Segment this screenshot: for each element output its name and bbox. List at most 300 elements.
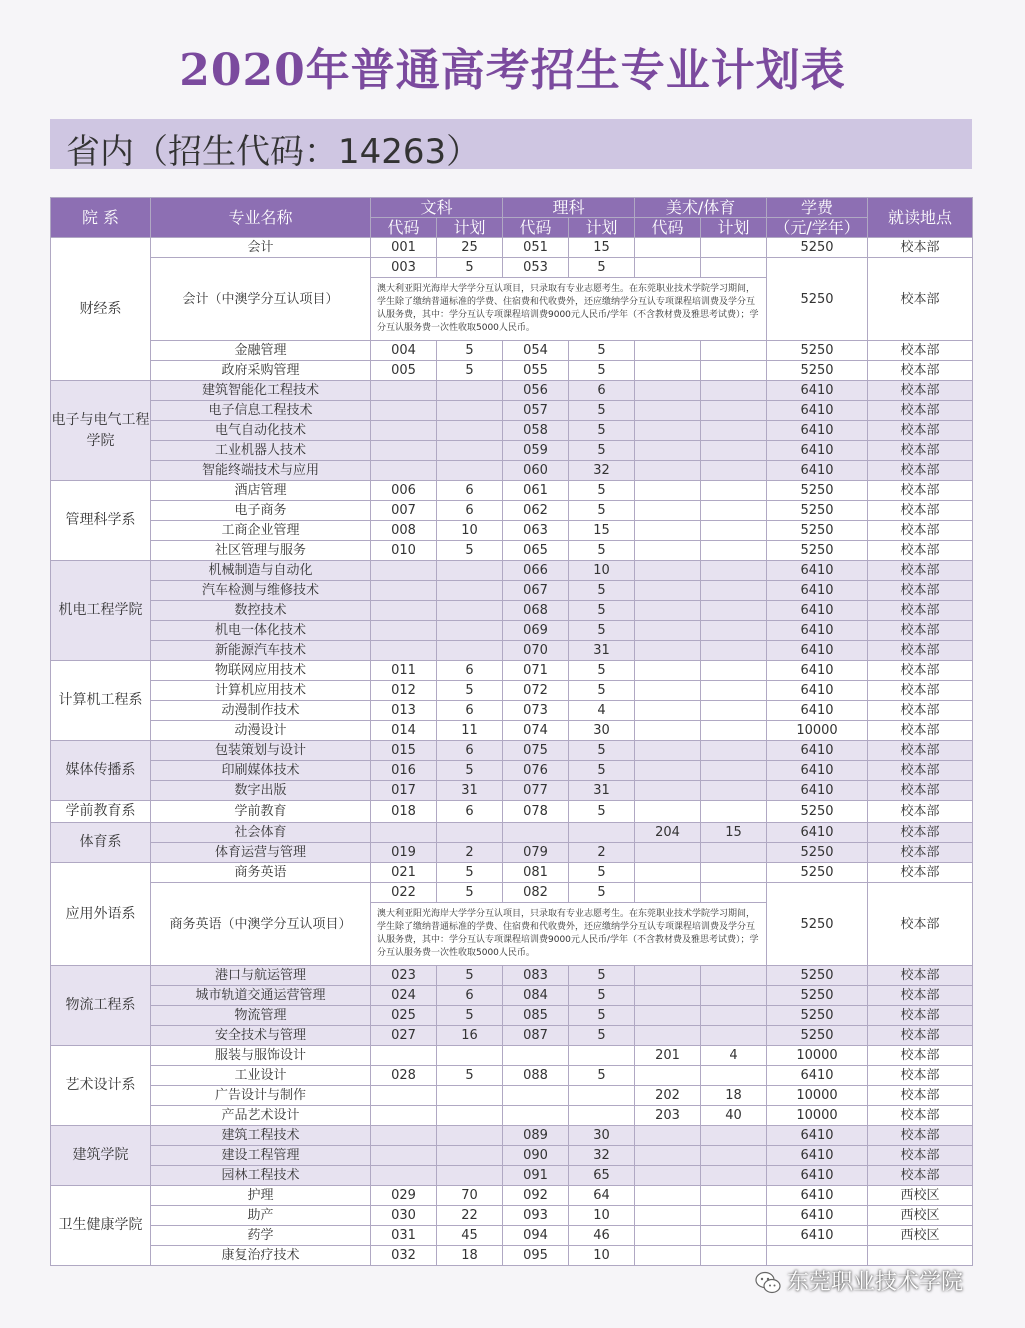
fee-cell: 5250: [767, 238, 868, 258]
table-row: [51, 701, 973, 721]
arts-plan-cell: [701, 601, 767, 621]
arts-code-cell: [635, 986, 701, 1006]
arts-code-cell: [635, 1166, 701, 1186]
fee-cell: 6410: [767, 1066, 868, 1086]
fee-cell: 6410: [767, 381, 868, 401]
major-cell: 机械制造与自动化: [151, 561, 371, 581]
major-cell: 学前教育: [151, 801, 371, 823]
arts-code-cell: [635, 461, 701, 481]
arts-code-cell: [635, 843, 701, 863]
like-code-cell: 091: [503, 1166, 569, 1186]
arts-plan-cell: [701, 1026, 767, 1046]
wenke-plan-cell: [437, 823, 503, 843]
table-row: [51, 238, 973, 258]
like-code-cell: 063: [503, 521, 569, 541]
wenke-plan-cell: [437, 421, 503, 441]
wenke-plan-cell: 70: [437, 1186, 503, 1206]
arts-plan-cell: 15: [701, 823, 767, 843]
arts-code-cell: [635, 521, 701, 541]
arts-plan-cell: [701, 641, 767, 661]
wenke-code-cell: 025: [371, 1006, 437, 1026]
arts-plan-cell: [701, 863, 767, 883]
wenke-code-cell: [371, 641, 437, 661]
like-plan-cell: [569, 1086, 635, 1106]
like-code-cell: 058: [503, 421, 569, 441]
table-row: [51, 341, 973, 361]
table-row: [51, 1046, 973, 1066]
location-cell: 校本部: [868, 341, 973, 361]
table-row: [51, 521, 973, 541]
like-code-cell: 051: [503, 238, 569, 258]
wenke-plan-cell: [437, 1126, 503, 1146]
major-cell: 产品艺术设计: [151, 1106, 371, 1126]
like-plan-cell: 5: [569, 681, 635, 701]
arts-code-cell: [635, 258, 701, 278]
major-cell: 商务英语: [151, 863, 371, 883]
location-cell: 校本部: [868, 1106, 973, 1126]
fee-cell: 6410: [767, 421, 868, 441]
fee-cell: 6410: [767, 741, 868, 761]
location-cell: 校本部: [868, 1046, 973, 1066]
table-row: [51, 1166, 973, 1186]
like-code-cell: 067: [503, 581, 569, 601]
like-code-cell: 069: [503, 621, 569, 641]
wenke-code-cell: [371, 561, 437, 581]
wenke-plan-cell: [437, 1146, 503, 1166]
wenke-code-cell: 027: [371, 1026, 437, 1046]
wenke-plan-cell: 5: [437, 761, 503, 781]
major-cell: 社会体育: [151, 823, 371, 843]
major-cell: 机电一体化技术: [151, 621, 371, 641]
wenke-plan-cell: 6: [437, 501, 503, 521]
major-cell: 智能终端技术与应用: [151, 461, 371, 481]
major-cell: 会计: [151, 238, 371, 258]
wenke-code-cell: 008: [371, 521, 437, 541]
arts-code-cell: [635, 1126, 701, 1146]
arts-code-cell: [635, 863, 701, 883]
arts-plan-cell: [701, 1186, 767, 1206]
major-cell: 社区管理与服务: [151, 541, 371, 561]
like-code-cell: 084: [503, 986, 569, 1006]
fee-cell: 6410: [767, 1206, 868, 1226]
arts-plan-cell: [701, 1206, 767, 1226]
like-plan-cell: 15: [569, 238, 635, 258]
header-fee-unit: （元/学年）: [767, 218, 868, 238]
wenke-code-cell: 030: [371, 1206, 437, 1226]
wenke-plan-cell: 6: [437, 661, 503, 681]
wenke-plan-cell: 6: [437, 701, 503, 721]
header-code: 代码: [503, 218, 569, 238]
table-row: [51, 1086, 973, 1106]
location-cell: 校本部: [868, 781, 973, 801]
department-cell: 艺术设计系: [51, 1046, 151, 1126]
wenke-code-cell: 029: [371, 1186, 437, 1206]
location-cell: 校本部: [868, 761, 973, 781]
table-row: [51, 1126, 973, 1146]
fee-cell: 6410: [767, 581, 868, 601]
like-code-cell: 066: [503, 561, 569, 581]
arts-code-cell: 203: [635, 1106, 701, 1126]
like-plan-cell: 10: [569, 1246, 635, 1266]
table-row: [51, 1106, 973, 1126]
like-code-cell: 070: [503, 641, 569, 661]
table-row: [51, 441, 973, 461]
wenke-code-cell: 011: [371, 661, 437, 681]
location-cell: 校本部: [868, 843, 973, 863]
major-cell: 护理: [151, 1186, 371, 1206]
department-cell: 建筑学院: [51, 1126, 151, 1186]
wenke-plan-cell: 22: [437, 1206, 503, 1226]
wenke-plan-cell: 25: [437, 238, 503, 258]
like-plan-cell: 5: [569, 801, 635, 823]
wenke-plan-cell: [437, 561, 503, 581]
like-code-cell: 073: [503, 701, 569, 721]
table-row: [51, 581, 973, 601]
location-cell: 校本部: [868, 481, 973, 501]
fee-cell: 6410: [767, 441, 868, 461]
arts-code-cell: [635, 441, 701, 461]
like-plan-cell: 5: [569, 741, 635, 761]
arts-plan-cell: [701, 721, 767, 741]
department-cell: 机电工程学院: [51, 561, 151, 661]
wenke-code-cell: [371, 1126, 437, 1146]
major-cell: 建筑工程技术: [151, 1126, 371, 1146]
major-cell: 汽车检测与维修技术: [151, 581, 371, 601]
header-department: 院 系: [51, 198, 151, 238]
major-cell: 电子信息工程技术: [151, 401, 371, 421]
table-row: [51, 1226, 973, 1246]
table-row: [51, 781, 973, 801]
major-cell: 包装策划与设计: [151, 741, 371, 761]
like-code-cell: 061: [503, 481, 569, 501]
major-cell: 工业设计: [151, 1066, 371, 1086]
location-cell: 校本部: [868, 641, 973, 661]
wenke-code-cell: [371, 1166, 437, 1186]
wenke-plan-cell: 45: [437, 1226, 503, 1246]
table-row: [51, 863, 973, 883]
arts-code-cell: [635, 781, 701, 801]
table-row: [51, 1246, 973, 1266]
major-cell: 体育运营与管理: [151, 843, 371, 863]
wenke-code-cell: [371, 461, 437, 481]
fee-cell: 5250: [767, 1026, 868, 1046]
fee-cell: 5250: [767, 521, 868, 541]
arts-code-cell: [635, 481, 701, 501]
arts-code-cell: [635, 1026, 701, 1046]
wenke-code-cell: [371, 1106, 437, 1126]
major-cell: 安全技术与管理: [151, 1026, 371, 1046]
location-cell: 校本部: [868, 461, 973, 481]
wenke-plan-cell: 31: [437, 781, 503, 801]
like-code-cell: 059: [503, 441, 569, 461]
arts-code-cell: [635, 1186, 701, 1206]
fee-cell: 6410: [767, 781, 868, 801]
arts-plan-cell: [701, 986, 767, 1006]
wenke-plan-cell: 6: [437, 986, 503, 1006]
like-plan-cell: 30: [569, 721, 635, 741]
like-code-cell: 076: [503, 761, 569, 781]
arts-plan-cell: [701, 761, 767, 781]
major-cell: 园林工程技术: [151, 1166, 371, 1186]
major-cell: 电气自动化技术: [151, 421, 371, 441]
wenke-code-cell: 018: [371, 801, 437, 823]
arts-plan-cell: [701, 1126, 767, 1146]
arts-code-cell: [635, 1226, 701, 1246]
arts-plan-cell: [701, 701, 767, 721]
table-row: [51, 1146, 973, 1166]
like-plan-cell: 5: [569, 421, 635, 441]
table-row: [51, 823, 973, 843]
wenke-code-cell: 014: [371, 721, 437, 741]
location-cell: 校本部: [868, 601, 973, 621]
arts-code-cell: [635, 1006, 701, 1026]
table-row: [51, 966, 973, 986]
table-row: [51, 361, 973, 381]
fee-cell: 5250: [767, 966, 868, 986]
wenke-code-cell: 031: [371, 1226, 437, 1246]
location-cell: 校本部: [868, 621, 973, 641]
fee-cell: 5250: [767, 481, 868, 501]
fee-cell: 6410: [767, 661, 868, 681]
arts-plan-cell: [701, 501, 767, 521]
arts-code-cell: [635, 601, 701, 621]
location-cell: 校本部: [868, 1006, 973, 1026]
like-plan-cell: [569, 1106, 635, 1126]
location-cell: 校本部: [868, 421, 973, 441]
table-row: [51, 421, 973, 441]
arts-plan-cell: [701, 1226, 767, 1246]
like-code-cell: 053: [503, 258, 569, 278]
arts-plan-cell: [701, 421, 767, 441]
fee-cell: 10000: [767, 1086, 868, 1106]
like-plan-cell: 5: [569, 601, 635, 621]
like-plan-cell: 5: [569, 361, 635, 381]
location-cell: 校本部: [868, 701, 973, 721]
like-code-cell: 060: [503, 461, 569, 481]
like-plan-cell: 46: [569, 1226, 635, 1246]
arts-plan-cell: [701, 741, 767, 761]
wenke-plan-cell: 5: [437, 1006, 503, 1026]
wenke-code-cell: 004: [371, 341, 437, 361]
like-code-cell: 095: [503, 1246, 569, 1266]
like-code-cell: 071: [503, 661, 569, 681]
department-cell: 体育系: [51, 823, 151, 863]
header-location: 就读地点: [868, 198, 973, 238]
arts-code-cell: [635, 238, 701, 258]
arts-plan-cell: [701, 661, 767, 681]
arts-plan-cell: [701, 521, 767, 541]
wenke-code-cell: 023: [371, 966, 437, 986]
major-cell: 商务英语（中澳学分互认项目）: [151, 883, 371, 966]
like-plan-cell: 31: [569, 641, 635, 661]
fee-cell: 10000: [767, 1106, 868, 1126]
like-plan-cell: 5: [569, 258, 635, 278]
location-cell: 校本部: [868, 1066, 973, 1086]
header-plan: 计划: [569, 218, 635, 238]
arts-plan-cell: [701, 1066, 767, 1086]
wenke-code-cell: 006: [371, 481, 437, 501]
arts-code-cell: [635, 561, 701, 581]
wenke-code-cell: [371, 421, 437, 441]
header-code: 代码: [635, 218, 701, 238]
department-cell: 财经系: [51, 238, 151, 381]
fee-cell: 5250: [767, 843, 868, 863]
table-row: [51, 541, 973, 561]
like-code-cell: 092: [503, 1186, 569, 1206]
header-plan: 计划: [701, 218, 767, 238]
wenke-plan-cell: 18: [437, 1246, 503, 1266]
location-cell: 校本部: [868, 238, 973, 258]
location-cell: 校本部: [868, 986, 973, 1006]
location-cell: 校本部: [868, 581, 973, 601]
like-plan-cell: 5: [569, 621, 635, 641]
like-code-cell: 090: [503, 1146, 569, 1166]
like-code-cell: [503, 823, 569, 843]
department-cell: 媒体传播系: [51, 741, 151, 801]
like-plan-cell: 4: [569, 701, 635, 721]
header-arts: 美术/体育: [635, 198, 767, 218]
like-plan-cell: 5: [569, 1066, 635, 1086]
major-cell: 数字出版: [151, 781, 371, 801]
fee-cell: 6410: [767, 561, 868, 581]
wenke-plan-cell: 5: [437, 1066, 503, 1086]
wenke-plan-cell: 5: [437, 863, 503, 883]
arts-code-cell: [635, 581, 701, 601]
fee-cell: 6410: [767, 1126, 868, 1146]
department-cell: 电子与电气工程学院: [51, 381, 151, 481]
wenke-plan-cell: 6: [437, 741, 503, 761]
wenke-code-cell: [371, 401, 437, 421]
like-plan-cell: 10: [569, 561, 635, 581]
like-plan-cell: 5: [569, 501, 635, 521]
arts-plan-cell: [701, 381, 767, 401]
arts-plan-cell: [701, 883, 767, 903]
like-code-cell: 079: [503, 843, 569, 863]
wenke-code-cell: [371, 1086, 437, 1106]
arts-plan-cell: [701, 258, 767, 278]
arts-plan-cell: [701, 621, 767, 641]
arts-plan-cell: 40: [701, 1106, 767, 1126]
wenke-code-cell: [371, 621, 437, 641]
arts-code-cell: [635, 641, 701, 661]
table-row: [51, 381, 973, 401]
wenke-plan-cell: 5: [437, 966, 503, 986]
arts-plan-cell: [701, 581, 767, 601]
fee-cell: 6410: [767, 1166, 868, 1186]
major-cell: 港口与航运管理: [151, 966, 371, 986]
like-plan-cell: 5: [569, 1026, 635, 1046]
wenke-code-cell: 010: [371, 541, 437, 561]
arts-code-cell: [635, 501, 701, 521]
arts-plan-cell: [701, 561, 767, 581]
arts-plan-cell: [701, 461, 767, 481]
wechat-icon: [755, 1270, 781, 1296]
arts-plan-cell: [701, 541, 767, 561]
program-note: 澳大利亚阳光海岸大学学分互认项目，只录取有专业志愿考生。在东莞职业技术学院学习期间，学生除了缴纳普通标准的学费、住宿费和代收费外，还应缴纳学分互认专项课程培训费及学分互认服务费，其中：学分互认专项课程培训费9000元人民币/学年（不含教材费及雅思考试费）；学分互认服务费一次性收取5000人民币。: [371, 278, 767, 341]
fee-cell: 5250: [767, 258, 868, 341]
fee-cell: 6410: [767, 461, 868, 481]
arts-code-cell: [635, 421, 701, 441]
wenke-code-cell: [371, 1046, 437, 1066]
wenke-code-cell: 017: [371, 781, 437, 801]
arts-code-cell: [635, 361, 701, 381]
fee-cell: 6410: [767, 601, 868, 621]
like-plan-cell: 5: [569, 761, 635, 781]
wenke-code-cell: 012: [371, 681, 437, 701]
like-plan-cell: 5: [569, 1006, 635, 1026]
like-plan-cell: 65: [569, 1166, 635, 1186]
major-cell: 建筑智能化工程技术: [151, 381, 371, 401]
wenke-code-cell: 028: [371, 1066, 437, 1086]
location-cell: 校本部: [868, 1166, 973, 1186]
header-wenke: 文科: [371, 198, 503, 218]
major-cell: 药学: [151, 1226, 371, 1246]
like-plan-cell: 30: [569, 1126, 635, 1146]
arts-code-cell: [635, 741, 701, 761]
like-code-cell: 082: [503, 883, 569, 903]
location-cell: 校本部: [868, 863, 973, 883]
wenke-plan-cell: 5: [437, 541, 503, 561]
arts-code-cell: [635, 1246, 701, 1266]
table-row: [51, 481, 973, 501]
arts-code-cell: [635, 761, 701, 781]
fee-cell: 5250: [767, 801, 868, 823]
table-row: [51, 1186, 973, 1206]
location-cell: 校本部: [868, 681, 973, 701]
location-cell: 西校区: [868, 1186, 973, 1206]
table-row: [51, 761, 973, 781]
like-code-cell: 072: [503, 681, 569, 701]
fee-cell: 5250: [767, 341, 868, 361]
fee-cell: 5250: [767, 361, 868, 381]
header-plan: 计划: [437, 218, 503, 238]
header-like: 理科: [503, 198, 635, 218]
fee-cell: 5250: [767, 541, 868, 561]
location-cell: 校本部: [868, 561, 973, 581]
wenke-plan-cell: 5: [437, 258, 503, 278]
wenke-code-cell: 021: [371, 863, 437, 883]
section-banner: [50, 119, 972, 172]
watermark-text: 东莞职业技术学院: [787, 1270, 964, 1295]
location-cell: 校本部: [868, 801, 973, 823]
location-cell: 校本部: [868, 823, 973, 843]
wenke-code-cell: 005: [371, 361, 437, 381]
department-cell: 应用外语系: [51, 863, 151, 966]
major-cell: 印刷媒体技术: [151, 761, 371, 781]
wenke-code-cell: 015: [371, 741, 437, 761]
wenke-code-cell: 022: [371, 883, 437, 903]
arts-code-cell: [635, 1146, 701, 1166]
wenke-plan-cell: [437, 601, 503, 621]
wenke-plan-cell: 10: [437, 521, 503, 541]
wenke-plan-cell: 11: [437, 721, 503, 741]
location-cell: 校本部: [868, 258, 973, 341]
like-plan-cell: 64: [569, 1186, 635, 1206]
wenke-plan-cell: 5: [437, 681, 503, 701]
like-plan-cell: 5: [569, 883, 635, 903]
like-plan-cell: 31: [569, 781, 635, 801]
fee-cell: 5250: [767, 501, 868, 521]
program-note: 澳大利亚阳光海岸大学学分互认项目，只录取有专业志愿考生。在东莞职业技术学院学习期间，学生除了缴纳普通标准的学费、住宿费和代收费外，还应缴纳学分互认专项课程培训费及学分互认服务费，其中：学分互认专项课程培训费9000元人民币/学年（不含教材费及雅思考试费）；学分互认服务费一次性收取5000人民币。: [371, 903, 767, 966]
wenke-plan-cell: 5: [437, 341, 503, 361]
wenke-plan-cell: 6: [437, 481, 503, 501]
major-cell: 助产: [151, 1206, 371, 1226]
like-plan-cell: 5: [569, 661, 635, 681]
fee-cell: 5250: [767, 883, 868, 966]
location-cell: 校本部: [868, 361, 973, 381]
fee-cell: [767, 1246, 868, 1266]
table-row: [51, 681, 973, 701]
